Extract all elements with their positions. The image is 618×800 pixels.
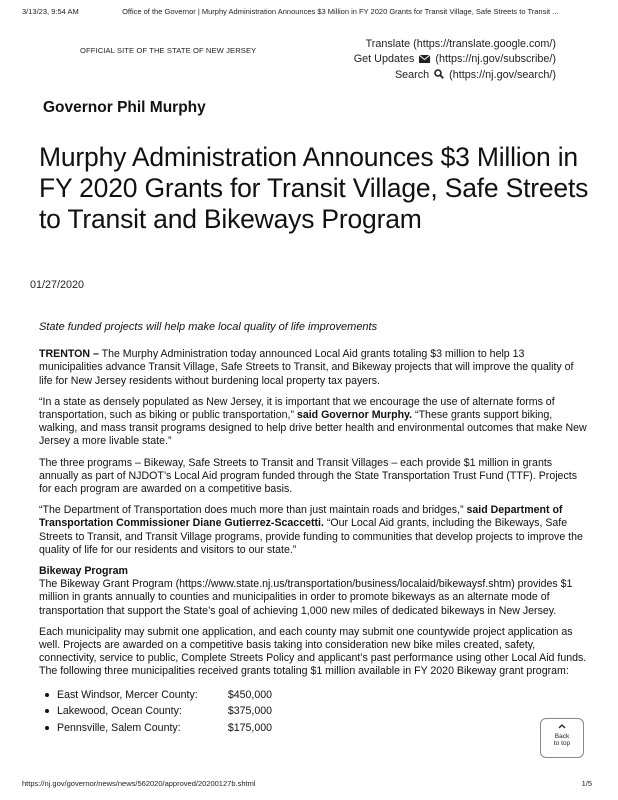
paragraph-commissioner-quote — [39, 504, 587, 557]
page-title: Murphy Administration Announces $3 Million in FY 2020 Grants for Transit Village, Safe Streets to Transit and Bikeways Program — [39, 142, 589, 234]
governor-name[interactable]: Governor Phil Murphy — [43, 99, 206, 116]
list-item — [57, 720, 587, 737]
grant-recipient: Pennsville, Salem County: — [57, 721, 181, 734]
list-item — [57, 687, 587, 704]
paragraph-intro — [39, 348, 587, 388]
get-updates-label: Get Updates — [353, 53, 415, 65]
print-doc-title: Office of the Governor | Murphy Administration Announces $3 Million in FY 2020 Grants for Transit Village, Safe Streets to Transit ... — [122, 7, 559, 16]
quote-text: “The Department of Transportation does much more than just maintain roads and bridges,” — [39, 504, 467, 517]
quote-attribution: said Governor Murphy. — [296, 409, 413, 422]
quote-text: “These grants support biking, walking, and mass transit programs designed to help drive better health and environmental outcomes that make New Jersey a more livable state.” — [39, 409, 587, 448]
back-to-top-label: to top — [553, 740, 571, 747]
search-url: (https://nj.gov/search/) — [449, 69, 556, 81]
paragraph-programs: The three programs – Bikeway, Safe Streets to Transit and Transit Villages – each provide $1 million in grants annually as part of NJDOT’s Local Aid program funded through the State Transportation Trust Fund (TTF). Projects for each program are awarded on a competitive basis. — [39, 456, 577, 496]
official-site-label: OFFICIAL SITE OF THE STATE OF NEW JERSEY — [80, 46, 257, 55]
back-to-top-label: Back — [554, 733, 570, 740]
paragraph-governor-quote — [39, 396, 587, 449]
quote-text: “In a state as densely populated as New Jersey, it is important that we encourage the use of alternate forms of transportation, such as biking or public transportation,” — [39, 395, 555, 422]
utility-links — [354, 37, 556, 84]
search-label: Search — [394, 69, 430, 81]
footer-url: https://nj.gov/governor/news/news/562020/approved/20200127b.shtml — [22, 779, 256, 788]
grant-amount: $450,000 — [227, 688, 272, 701]
print-date: 3/13/23, 9:54 AM — [22, 7, 79, 16]
print-header — [22, 7, 604, 16]
page-number: 1/5 — [581, 779, 592, 788]
dateline: TRENTON – — [39, 348, 99, 361]
grant-amount: $175,000 — [227, 721, 272, 734]
grant-amount: $375,000 — [227, 705, 272, 718]
back-to-top-button[interactable] — [540, 718, 584, 758]
article-body — [39, 321, 587, 736]
print-footer — [22, 779, 604, 788]
search-icon — [434, 69, 444, 84]
list-item — [57, 703, 587, 720]
chevron-up-icon — [541, 724, 583, 731]
envelope-icon — [419, 53, 430, 68]
grant-list — [39, 687, 587, 737]
quote-text: “Our Local Aid grants, including the Bikeways, Safe Streets to Transit, and Transit Village programs, provide funding to communities that develop projects to improve the quality of life for our residents and visitors to our state.” — [39, 517, 583, 556]
translate-link[interactable]: Translate (https://translate.google.com/) — [365, 38, 556, 50]
paragraph-application: Each municipality may submit one application, and each county may submit one countywide project application as well. Projects are awarded on a competitive basis taking into consideration new bike miles created, safety, connectivity, service to public, Complete Streets Policy and applicant’s past performance using other Local Aid funds. The following three municipalities received grants totaling $1 million available in FY 2020 Bikeway grant program: — [39, 625, 587, 678]
quote-attribution: said Department of Transportation Commissioner Diane Gutierrez-Scaccetti. — [39, 504, 563, 530]
grant-recipient: Lakewood, Ocean County: — [57, 705, 182, 718]
search-link[interactable] — [354, 68, 556, 84]
bikeway-heading: Bikeway Program — [39, 565, 128, 578]
paragraph-bikeway: The Bikeway Grant Program (https://www.state.nj.us/transportation/business/localaid/bikewaysf.shtm) provides $1 million in grants annually to counties and municipalities in order to promote bikeways as an alternate mode of transportation that support the State’s goal of achieving 1,000 new miles of dedicated bikeways in New Jersey. — [39, 578, 573, 617]
get-updates-url: (https://nj.gov/subscribe/) — [435, 53, 556, 65]
intro-text: The Murphy Administration today announced Local Aid grants totaling $3 million to help 13 municipalities advance Transit Village, Safe Streets to Transit, and Bikeway projects that will improve the quality of life for New Jersey residents without burdening local property tax payers. — [39, 348, 574, 387]
grant-recipient: East Windsor, Mercer County: — [57, 688, 198, 701]
get-updates-link[interactable] — [354, 52, 556, 68]
publish-date: 01/27/2020 — [30, 279, 85, 291]
article-subtitle: State funded projects will help make local quality of life improvements — [39, 321, 378, 333]
